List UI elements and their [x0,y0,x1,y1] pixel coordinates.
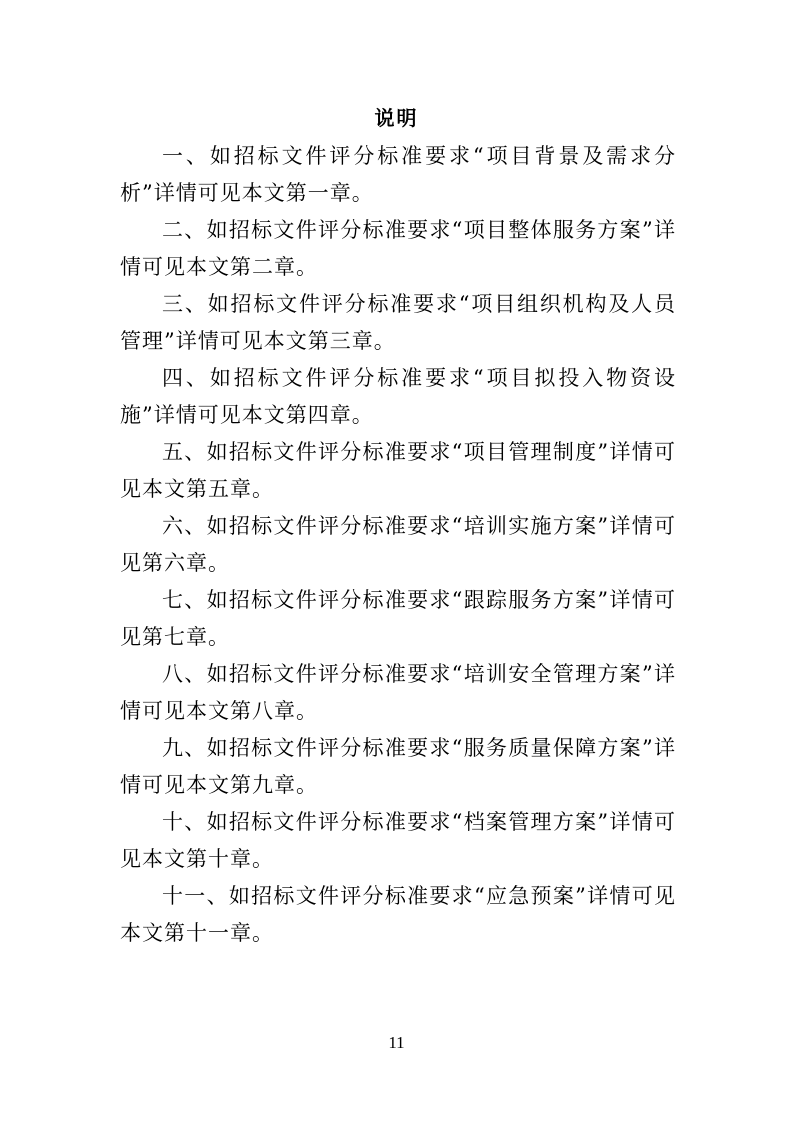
paragraph-4: 四、如招标文件评分标准要求“项目拟投入物资设施”详情可见本文第四章。 [120,366,676,427]
paragraph-2: 二、如招标文件评分标准要求“项目整体服务方案”详情可见本文第二章。 [120,218,676,279]
page-title: 说明 [374,106,419,130]
paragraph-1: 一、如招标文件评分标准要求“项目背景及需求分析”详情可见本文第一章。 [120,144,676,205]
paragraph-9: 九、如招标文件评分标准要求“服务质量保障方案”详情可见本文第九章。 [120,736,676,797]
paragraph-8: 八、如招标文件评分标准要求“培训安全管理方案”详情可见本文第八章。 [120,662,676,723]
page-number: 11 [388,1033,405,1052]
paragraph-11: 十一、如招标文件评分标准要求“应急预案”详情可见本文第十一章。 [120,884,676,945]
paragraph-10: 十、如招标文件评分标准要求“档案管理方案”详情可见本文第十章。 [120,810,676,871]
paragraph-3: 三、如招标文件评分标准要求“项目组织机构及人员管理”详情可见本文第三章。 [120,292,676,353]
paragraph-5: 五、如招标文件评分标准要求“项目管理制度”详情可见本文第五章。 [120,440,676,501]
paragraph-7: 七、如招标文件评分标准要求“跟踪服务方案”详情可见第七章。 [120,588,676,649]
paragraph-6: 六、如招标文件评分标准要求“培训实施方案”详情可见第六章。 [120,514,676,575]
document-body [120,138,676,952]
